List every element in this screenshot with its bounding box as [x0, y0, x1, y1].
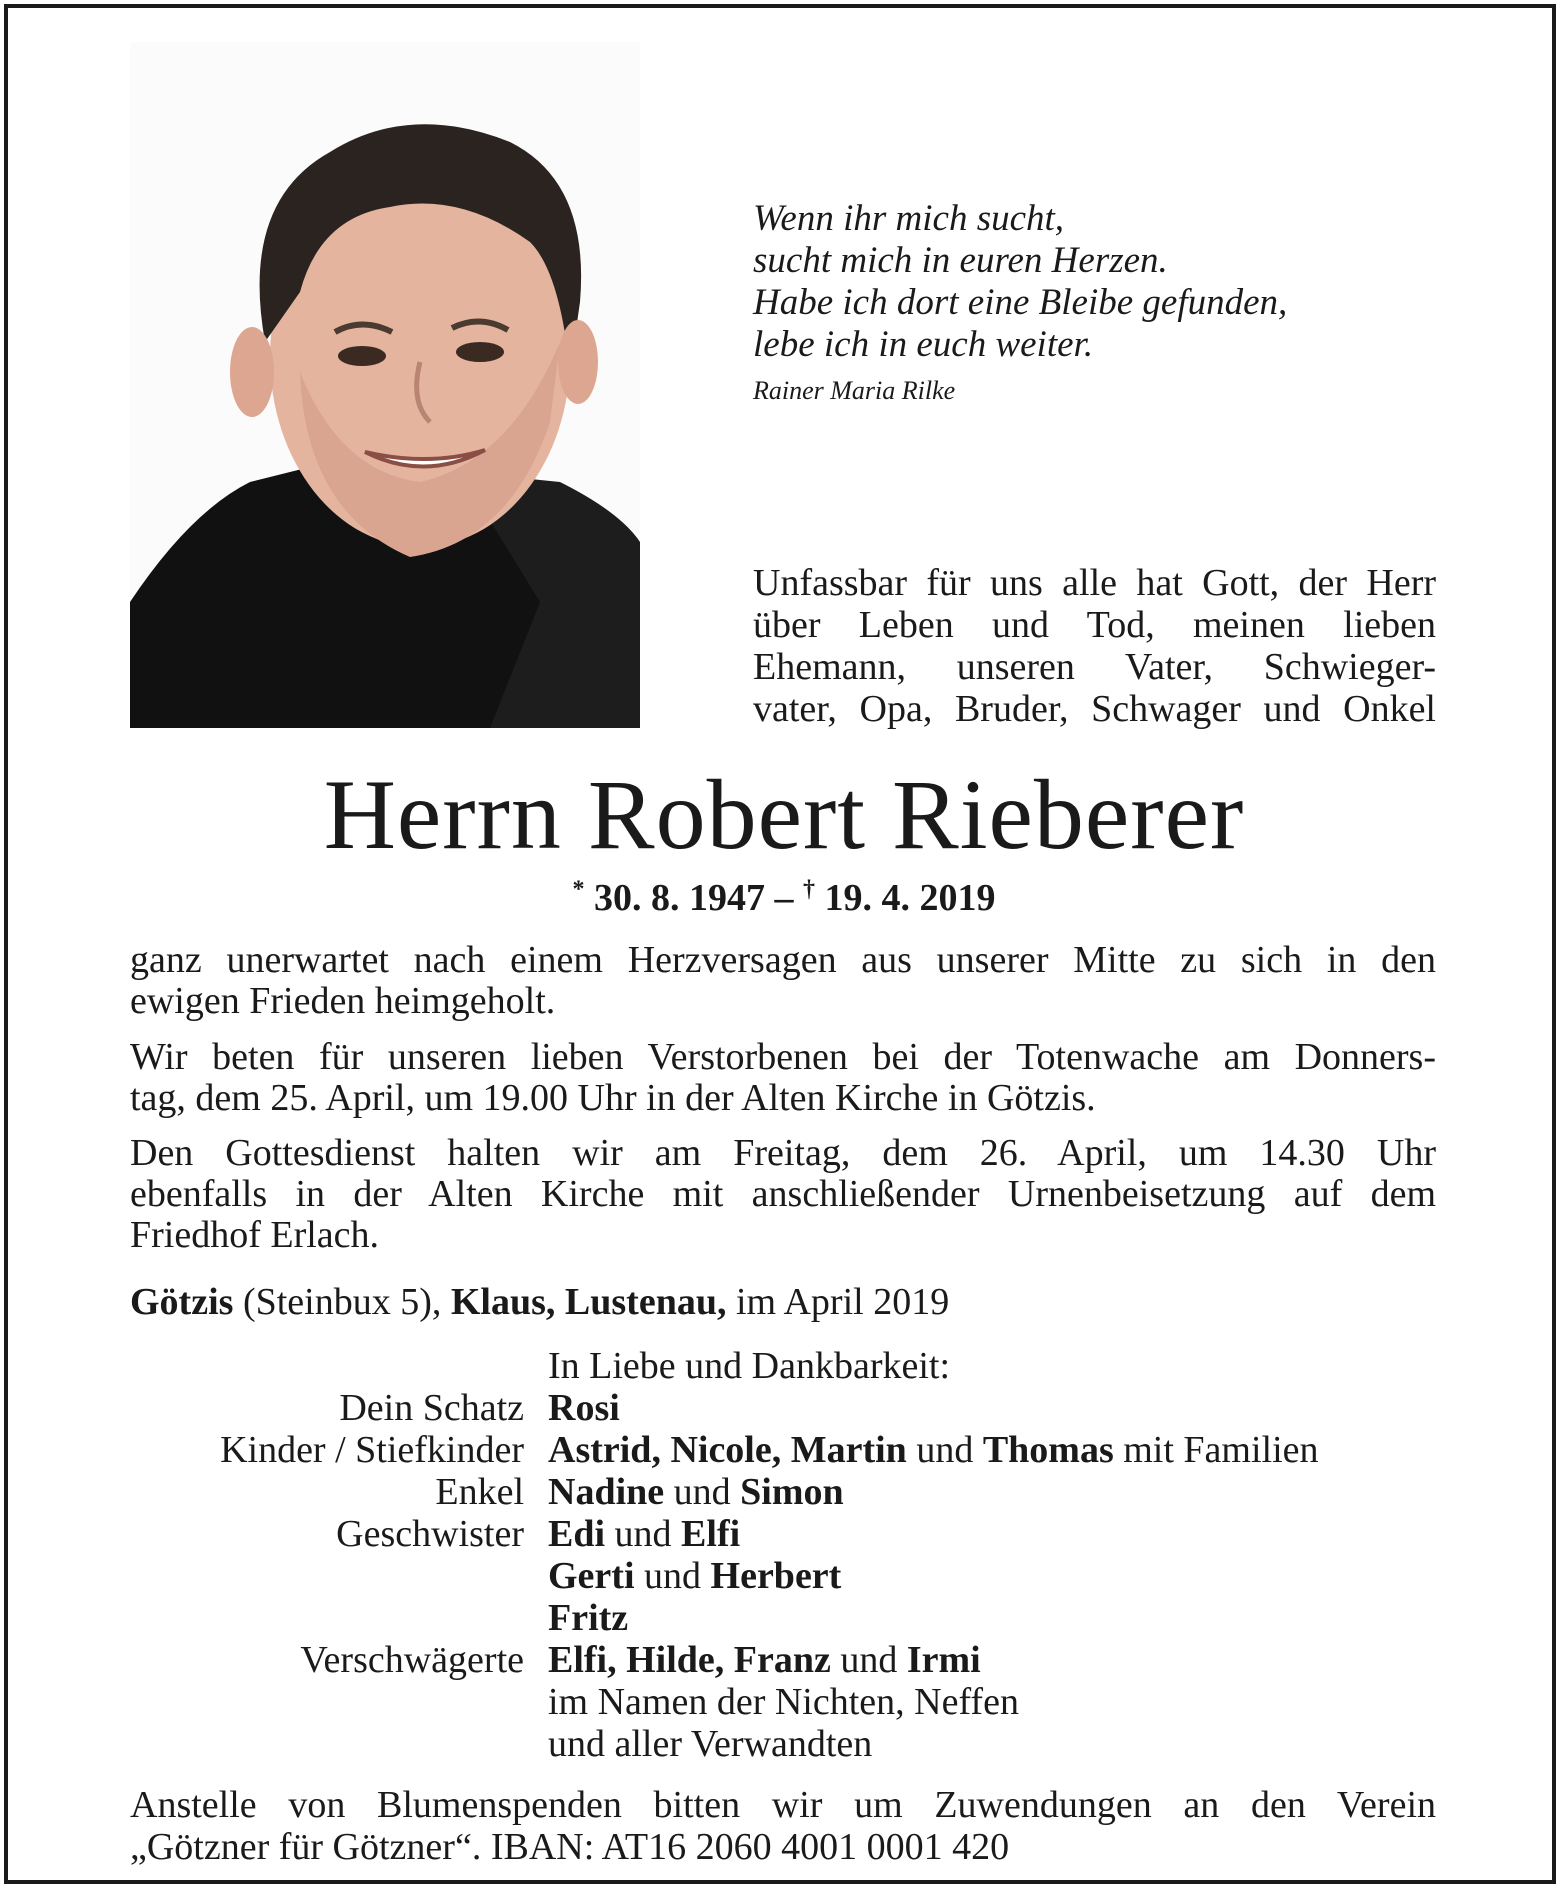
mourner-name-part: Thomas [982, 1429, 1114, 1471]
mourner-name-part: im Namen der Nichten, Neffen [548, 1681, 1019, 1723]
mourner-role: Geschwister [336, 1513, 524, 1555]
mourner-name-part: Gerti [548, 1555, 635, 1597]
mourner-name-part: Rosi [548, 1387, 620, 1429]
poem-line: sucht mich in euren Herzen. [753, 240, 1168, 281]
death-symbol: † [803, 876, 815, 903]
mourner-names [548, 1722, 872, 1766]
paragraph-wake [130, 1037, 1436, 1119]
mourner-name-part: und [634, 1555, 711, 1597]
mourner-name-part: Astrid, Nicole, Martin [548, 1429, 907, 1471]
paragraph-passing [130, 940, 1436, 1022]
paragraph-line: ewigen Frieden heimgeholt. [130, 980, 556, 1022]
mourner-name-part: und [605, 1513, 682, 1555]
mourners-heading: In Liebe und Dankbarkeit: [548, 1345, 951, 1387]
mourner-name-part: und [664, 1471, 741, 1513]
poem-line: Habe ich dort eine Bleibe gefunden, [753, 282, 1288, 323]
mourner-row [0, 1428, 1568, 1470]
place-address: (Steinbux 5), [233, 1281, 451, 1323]
paragraph-line: Wir beten für unseren lieben Verstorbenen bei der Totenwache am Donners- [130, 1036, 1436, 1078]
mourner-row [0, 1386, 1568, 1428]
death-date: 19. 4. 2019 [824, 877, 996, 919]
closing-note [130, 1784, 1436, 1868]
mourner-row [0, 1638, 1568, 1680]
place-names: Klaus, Lustenau, [450, 1281, 727, 1323]
poem-author: Rainer Maria Rilke [753, 376, 956, 405]
mourner-row [0, 1554, 1568, 1596]
mourner-name-part: und [830, 1639, 907, 1681]
mourner-name-part: Elfi, Hilde, Franz [548, 1639, 831, 1681]
paragraph-line: ganz unerwartet nach einem Herzversagen aus unserer Mitte zu sich in den [130, 939, 1436, 981]
mourner-name-part: Edi [548, 1513, 606, 1555]
mourner-names [548, 1386, 620, 1430]
mourner-names [548, 1512, 740, 1556]
intro-line: Ehemann, unseren Vater, Schwieger- [753, 646, 1436, 688]
intro-line: vater, Opa, Bruder, Schwager und Onkel [753, 688, 1436, 730]
mourner-role: Kinder / Stiefkinder [220, 1429, 524, 1471]
mourner-name-part: Irmi [906, 1639, 981, 1681]
mourner-name-part: Fritz [548, 1597, 629, 1639]
mourner-names [548, 1680, 1019, 1724]
mourner-names [548, 1596, 628, 1640]
mourner-names [548, 1554, 841, 1598]
mourner-role: Verschwägerte [300, 1639, 524, 1681]
birth-symbol: * [572, 876, 585, 903]
intro-line: Unfassbar für uns alle hat Gott, der Herr [753, 562, 1436, 604]
mourner-name-part: Herbert [710, 1555, 842, 1597]
mourner-row [0, 1680, 1568, 1722]
place-date: im April 2019 [726, 1281, 950, 1323]
birth-date: 30. 8. 1947 [594, 877, 765, 919]
mourner-row [0, 1722, 1568, 1764]
place-name: Götzis [130, 1281, 234, 1323]
mourner-names [548, 1638, 981, 1682]
mourner-name-part: und aller Verwandten [548, 1723, 873, 1765]
mourner-name-part: mit Familien [1113, 1429, 1319, 1471]
paragraph-line: Den Gottesdienst halten wir am Freitag, dem 26. April, um 14.30 Uhr [130, 1132, 1436, 1174]
poem [753, 198, 1287, 366]
mourner-name-part: Simon [740, 1471, 844, 1513]
place-date-line [130, 1280, 949, 1324]
intro-text [753, 562, 1436, 730]
deceased-name: Herrn Robert Rieberer [323, 759, 1245, 870]
mourner-row [0, 1596, 1568, 1638]
mourner-name-part: Nadine [548, 1471, 665, 1513]
mourner-role: Enkel [435, 1471, 524, 1513]
mourner-row [0, 1470, 1568, 1512]
poem-line: lebe ich in euch weiter. [753, 324, 1094, 365]
closing-line: „Götzner für Götzner“. IBAN: AT16 2060 4001 0001 420 [130, 1826, 1010, 1868]
mourner-row [0, 1512, 1568, 1554]
closing-line: Anstelle von Blumenspenden bitten wir um Zuwendungen an den Verein [130, 1784, 1436, 1826]
mourner-name-part: Elfi [681, 1513, 741, 1555]
mourner-names [548, 1428, 1319, 1472]
intro-line: über Leben und Tod, meinen lieben [753, 604, 1436, 646]
life-dates [0, 876, 1568, 920]
paragraph-line: tag, dem 25. April, um 19.00 Uhr in der Alten Kirche in Götzis. [130, 1077, 1096, 1119]
portrait-photo [130, 42, 640, 728]
paragraph-line: ebenfalls in der Alten Kirche mit anschließender Urnenbeisetzung auf dem [130, 1173, 1436, 1215]
mourner-names [548, 1470, 844, 1514]
mourners-list [0, 1386, 1568, 1764]
date-separator: – [774, 877, 794, 919]
mourner-role: Dein Schatz [339, 1387, 524, 1429]
paragraph-line: Friedhof Erlach. [130, 1214, 380, 1256]
mourner-name-part: und [906, 1429, 983, 1471]
poem-line: Wenn ihr mich sucht, [753, 198, 1065, 239]
paragraph-service [130, 1133, 1436, 1256]
